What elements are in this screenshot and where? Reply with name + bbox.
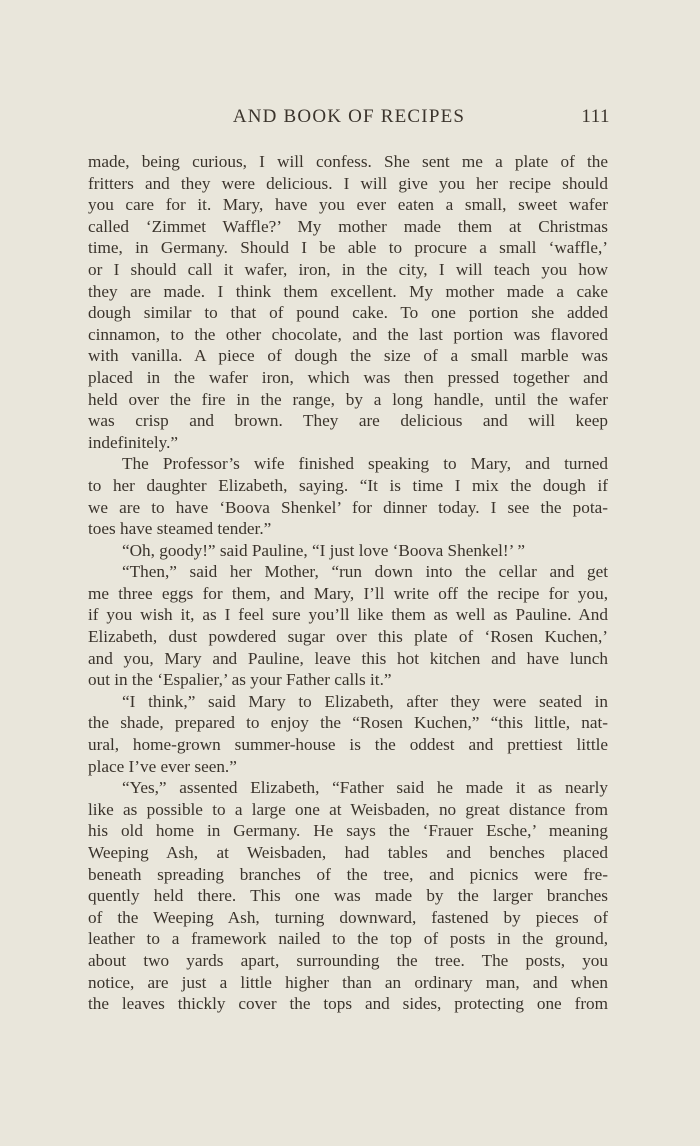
text-line: and you, Mary and Pauline, leave this hot kitchen and have lunch [88,648,608,668]
text-line: cinnamon, to the other chocolate, and the last portion was flavored [88,324,608,344]
text-line: place I’ve ever seen.” [88,756,237,776]
text-line: “I think,” said Mary to Elizabeth, after they were seated in [122,691,608,711]
body-text [88,151,608,1015]
text-line: me three eggs for them, and Mary, I’ll write off the recipe for you, [88,583,608,603]
text-line: or I should call it wafer, iron, in the city, I will teach you how [88,259,608,279]
text-line: the leaves thickly cover the tops and sides, protecting one from [88,994,608,1014]
text-line: called ‘Zimmet Waffle?’ My mother made them at Christmas [88,216,608,236]
text-line: his old home in Germany. He says the ‘Frauer Esche,’ meaning [88,821,608,841]
text-line: about two yards apart, surrounding the tree. The posts, you [88,950,608,970]
text-line: Elizabeth, dust powdered sugar over this plate of ‘Rosen Kuchen,’ [88,627,608,647]
text-line: leather to a framework nailed to the top of posts in the ground, [88,929,608,949]
text-line: with vanilla. A piece of dough the size of a small marble was [88,346,608,366]
text-line: “Then,” said her Mother, “run down into the cellar and get [122,562,608,582]
running-head [88,106,610,132]
text-line: toes have steamed tender.” [88,519,272,539]
page-number: 111 [581,106,610,127]
text-line: like as possible to a large one at Weisbaden, no great distance from [88,799,608,819]
text-line: we are to have ‘Boova Shenkel’ for dinner today. I see the pota- [88,497,608,517]
text-line: The Professor’s wife finished speaking to Mary, and turned [122,454,608,474]
text-line: Weeping Ash, at Weisbaden, had tables and benches placed [88,843,608,862]
text-line: of the Weeping Ash, turning downward, fastened by pieces of [88,907,608,927]
text-line: the shade, prepared to enjoy the “Rosen Kuchen,” “this little, nat- [88,713,608,733]
text-line: quently held there. This one was made by the larger branches [88,886,608,906]
text-line: beneath spreading branches of the tree, and picnics were fre- [88,864,608,884]
text-line: indefinitely.” [88,432,179,452]
text-line: if you wish it, as I feel sure you’ll like them as well as Pauline. And [88,605,608,625]
text-line: dough similar to that of pound cake. To one portion she added [88,303,608,323]
running-title: AND BOOK OF RECIPES [232,106,466,127]
text-line: placed in the wafer iron, which was then pressed together and [88,367,608,387]
text-line: they are made. I think them excellent. My mother made a cake [88,281,608,301]
text-line: fritters and they were delicious. I will give you her recipe should [88,173,608,193]
text-line: held over the fire in the range, by a long handle, until the wafer [88,389,608,409]
text-line: to her daughter Elizabeth, saying. “It is time I mix the dough if [88,475,608,495]
text-line: “Yes,” assented Elizabeth, “Father said he made it as nearly [122,778,608,798]
text-line: was crisp and brown. They are delicious and will keep [88,411,608,431]
text-line: ural, home-grown summer-house is the oddest and prettiest little [88,735,608,755]
text-line: time, in Germany. Should I be able to procure a small ‘waffle,’ [88,238,608,258]
text-line: notice, are just a little higher than an ordinary man, and when [88,972,608,992]
text-line: out in the ‘Espalier,’ as your Father calls it.” [88,670,392,690]
text-line: you care for it. Mary, have you ever eaten a small, sweet wafer [88,195,608,215]
text-line: “Oh, goody!” said Pauline, “I just love ‘Boova Shenkel!’ ” [122,540,526,560]
text-line: made, being curious, I will confess. She sent me a plate of the [88,152,608,171]
